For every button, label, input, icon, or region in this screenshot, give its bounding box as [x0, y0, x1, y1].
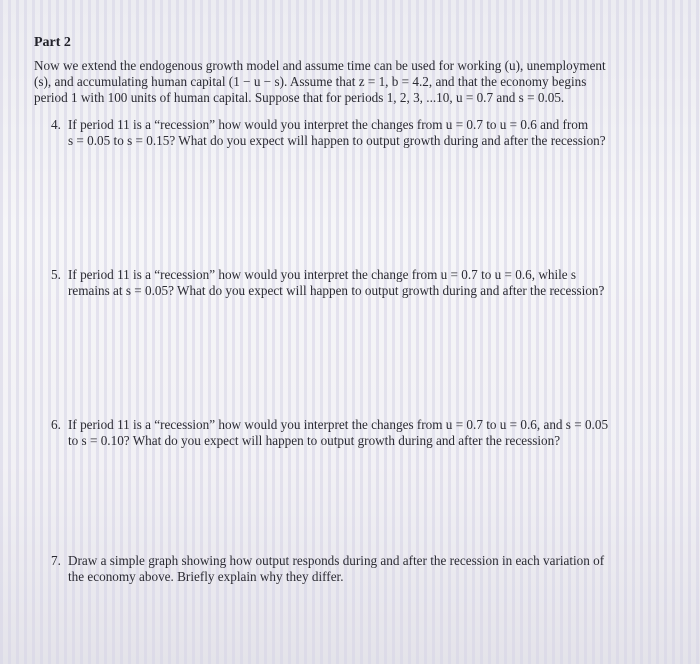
- part-heading: Part 2: [34, 35, 71, 50]
- question-text-line-1: If period 11 is a “recession” how would you interpret the change from u = 0.7 to u = 0.6, while s: [68, 267, 577, 282]
- question-number: 6.: [51, 417, 61, 432]
- question-5: [51, 267, 656, 299]
- question-number: 7.: [51, 553, 61, 568]
- question-text-line-1: Draw a simple graph showing how output responds during and after the recession in each variation of: [68, 553, 605, 568]
- question-text-line-2: to s = 0.10? What do you expect will happen to output growth during and after the recession?: [68, 433, 561, 448]
- intro-line-2: (s), and accumulating human capital (1 − u − s). Assume that z = 1, b = 4.2, and that the economy begins: [34, 74, 587, 89]
- question-number: 4.: [51, 117, 61, 132]
- question-number: 5.: [51, 267, 61, 282]
- question-text-line-2: remains at s = 0.05? What do you expect will happen to output growth during and after the recession?: [68, 283, 605, 298]
- question-7: [51, 553, 656, 585]
- question-text-line-1: If period 11 is a “recession” how would you interpret the changes from u = 0.7 to u = 0.6 and from: [68, 117, 589, 132]
- question-text-line-2: s = 0.05 to s = 0.15? What do you expect will happen to output growth during and after the recession?: [68, 133, 606, 148]
- question-text-line-2: the economy above. Briefly explain why they differ.: [68, 569, 344, 584]
- intro-line-1: Now we extend the endogenous growth model and assume time can be used for working (u), unemployment: [34, 58, 606, 73]
- question-4: [51, 117, 656, 149]
- intro-line-3: period 1 with 100 units of human capital. Suppose that for periods 1, 2, 3, ...10, u = 0.7 and s = 0.05.: [34, 90, 565, 105]
- question-6: [51, 417, 656, 449]
- question-text-line-1: If period 11 is a “recession” how would you interpret the changes from u = 0.7 to u = 0.6, and s = 0.05: [68, 417, 609, 432]
- intro-paragraph: [34, 58, 652, 106]
